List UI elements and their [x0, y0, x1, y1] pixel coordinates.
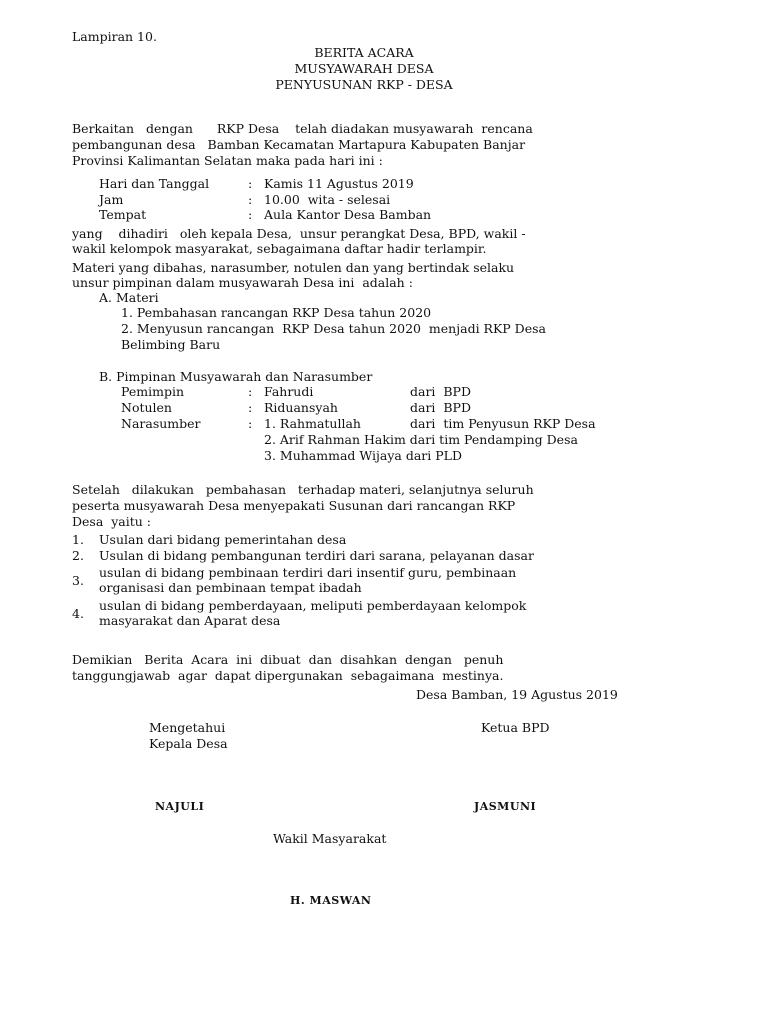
conclusion-line-1: Setelah dilakukan pembahasan terhadap materi, selanjutnya seluruh — [72, 482, 534, 497]
proposal-2-text: Usulan di bidang pembangunan terdiri dari sarana, pelayanan dasar — [99, 548, 534, 563]
notulen-label: Notulen — [121, 400, 172, 415]
leader-name: Fahrudi — [264, 384, 314, 399]
proposal-3-num: 3. — [72, 573, 84, 588]
schedule-value-date: Kamis 11 Agustus 2019 — [264, 176, 414, 191]
schedule-sep-place: : — [248, 207, 253, 222]
speaker-1-from: dari tim Penyusun RKP Desa — [410, 416, 596, 431]
conclusion-line-2: peserta musyawarah Desa menyepakati Susunan dari rancangan RKP — [72, 498, 516, 513]
section-a-heading: A. Materi — [99, 290, 159, 305]
attendance-line-2: wakil kelompok masyarakat, sebagaimana daftar hadir terlampir. — [72, 241, 487, 256]
sign-left-name: NAJULI — [155, 800, 205, 813]
proposal-1-text: Usulan dari bidang pemerintahan desa — [99, 532, 347, 547]
materials-intro-line-2: unsur pimpinan dalam musyawarah Desa ini adalah : — [72, 275, 413, 290]
proposal-1-num: 1. — [72, 532, 84, 547]
speaker-2: 2. Arif Rahman Hakim dari tim Pendamping Desa — [264, 432, 578, 447]
attendance-line-1: yang dihadiri oleh kepala Desa, unsur perangkat Desa, BPD, wakil - — [72, 226, 526, 241]
proposal-2-num: 2. — [72, 548, 84, 563]
speaker-sep: : — [248, 416, 253, 431]
proposal-4-num: 4. — [72, 606, 84, 621]
section-a-item-2: 2. Menyusun rancangan RKP Desa tahun 2020 menjadi RKP Desa — [121, 321, 546, 336]
schedule-sep-time: : — [248, 192, 253, 207]
speaker-label: Narasumber — [121, 416, 201, 431]
materials-intro-line-1: Materi yang dibahas, narasumber, notulen dan yang bertindak selaku — [72, 260, 515, 275]
notulen-from: dari BPD — [410, 400, 471, 415]
intro-line-3: Provinsi Kalimantan Selatan maka pada hari ini : — [72, 153, 383, 168]
proposal-3-text-cont: organisasi dan pembinaan tempat ibadah — [99, 580, 362, 595]
closing-line-2: tanggungjawab agar dapat dipergunakan sebagaimana mestinya. — [72, 668, 504, 683]
intro-line-1: Berkaitan dengan RKP Desa telah diadakan musyawarah rencana — [72, 121, 533, 136]
title-line-3: PENYUSUNAN RKP - DESA — [275, 77, 453, 92]
section-a-item-1: 1. Pembahasan rancangan RKP Desa tahun 2020 — [121, 305, 432, 320]
speaker-1-name: 1. Rahmatullah — [264, 416, 361, 431]
title-line-1: BERITA ACARA — [314, 45, 414, 60]
conclusion-line-3: Desa yaitu : — [72, 514, 152, 529]
notulen-sep: : — [248, 400, 253, 415]
leader-label: Pemimpin — [121, 384, 185, 399]
sign-right-name: JASMUNI — [474, 800, 537, 813]
section-b-heading: B. Pimpinan Musyawarah dan Narasumber — [99, 369, 373, 384]
schedule-label-date: Hari dan Tanggal — [99, 176, 210, 191]
leader-from: dari BPD — [410, 384, 471, 399]
attachment-label: Lampiran 10. — [72, 29, 157, 44]
closing-line-1: Demikian Berita Acara ini dibuat dan disahkan dengan penuh — [72, 652, 504, 667]
sign-left-title-1: Mengetahui — [149, 720, 226, 735]
title-line-2: MUSYAWARAH DESA — [294, 61, 434, 76]
schedule-sep-date: : — [248, 176, 253, 191]
place-date: Desa Bamban, 19 Agustus 2019 — [416, 687, 618, 702]
schedule-value-place: Aula Kantor Desa Bamban — [264, 207, 432, 222]
notulen-name: Riduansyah — [264, 400, 338, 415]
sign-right-title: Ketua BPD — [481, 720, 550, 735]
sign-middle-title: Wakil Masyarakat — [273, 831, 387, 846]
proposal-4-text-cont: masyarakat dan Aparat desa — [99, 613, 281, 628]
speaker-3: 3. Muhammad Wijaya dari PLD — [264, 448, 462, 463]
section-a-item-2-cont: Belimbing Baru — [121, 337, 221, 352]
intro-line-2: pembangunan desa Bamban Kecamatan Martapura Kabupaten Banjar — [72, 137, 526, 152]
sign-left-title-2: Kepala Desa — [149, 736, 228, 751]
sign-middle-name: H. MASWAN — [290, 894, 372, 907]
schedule-value-time: 10.00 wita - selesai — [264, 192, 391, 207]
proposal-4-text: usulan di bidang pemberdayaan, meliputi pemberdayaan kelompok — [99, 598, 527, 613]
schedule-label-time: Jam — [99, 192, 124, 207]
proposal-3-text: usulan di bidang pembinaan terdiri dari insentif guru, pembinaan — [99, 565, 517, 580]
schedule-label-place: Tempat — [99, 207, 147, 222]
leader-sep: : — [248, 384, 253, 399]
